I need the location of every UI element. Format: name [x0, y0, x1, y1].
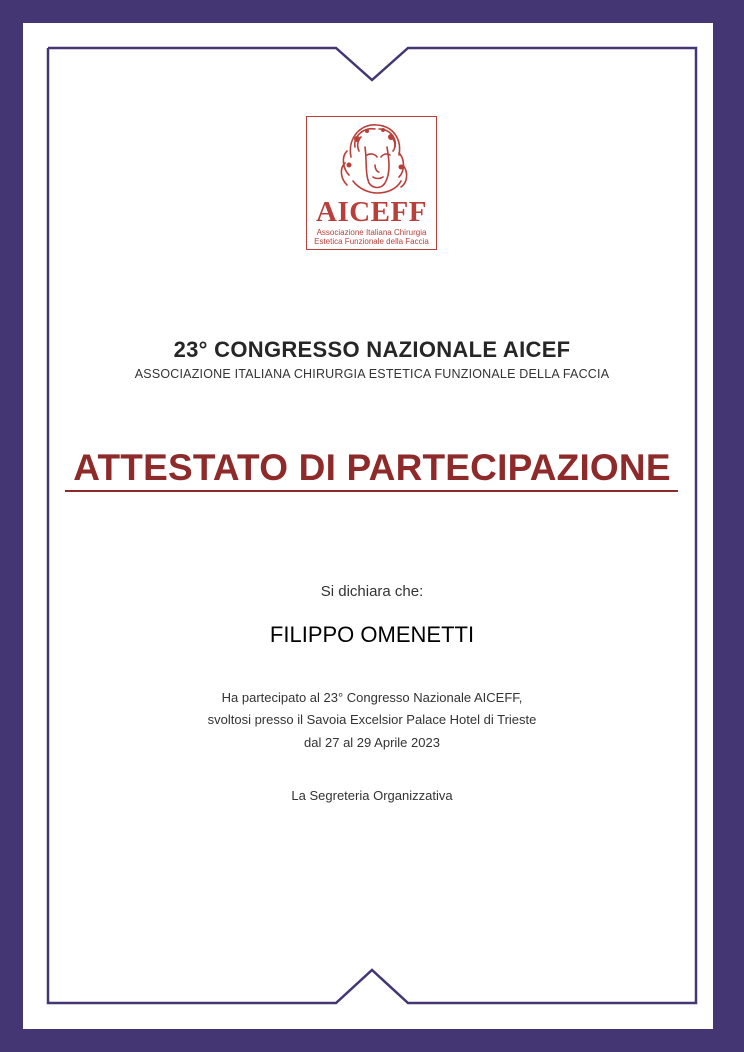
recipient-name: FILIPPO OMENETTI — [269, 622, 475, 647]
body-line-venue: svoltosi presso il Savoia Excelsior Palace Hotel di Trieste — [207, 712, 537, 727]
logo-wordmark: AICEFF — [316, 196, 427, 228]
logo-subtitle-line1: Associazione Italiana Chirurgia — [316, 228, 427, 237]
declaration-text: Si dichiara che: — [320, 583, 424, 600]
signature-text: La Segreteria Organizzativa — [291, 788, 453, 803]
association-name: ASSOCIAZIONE ITALIANA CHIRURGIA ESTETICA FUNZIONALE DELLA FACCIA — [134, 367, 610, 381]
body-line-dates: dal 27 al 29 Aprile 2023 — [304, 735, 440, 750]
title-divider — [65, 490, 678, 492]
congress-title: 23° CONGRESSO NAZIONALE AICEF — [173, 337, 571, 362]
aiceff-logo — [306, 116, 437, 250]
body-line-participation: Ha partecipato al 23° Congresso Nazionale AICEFF, — [221, 690, 523, 705]
certificate-title: ATTESTATO DI PARTECIPAZIONE — [73, 447, 671, 488]
renaissance-face-icon — [307, 117, 438, 197]
logo-subtitle-line2: Estetica Funzionale della Faccia — [314, 237, 429, 246]
